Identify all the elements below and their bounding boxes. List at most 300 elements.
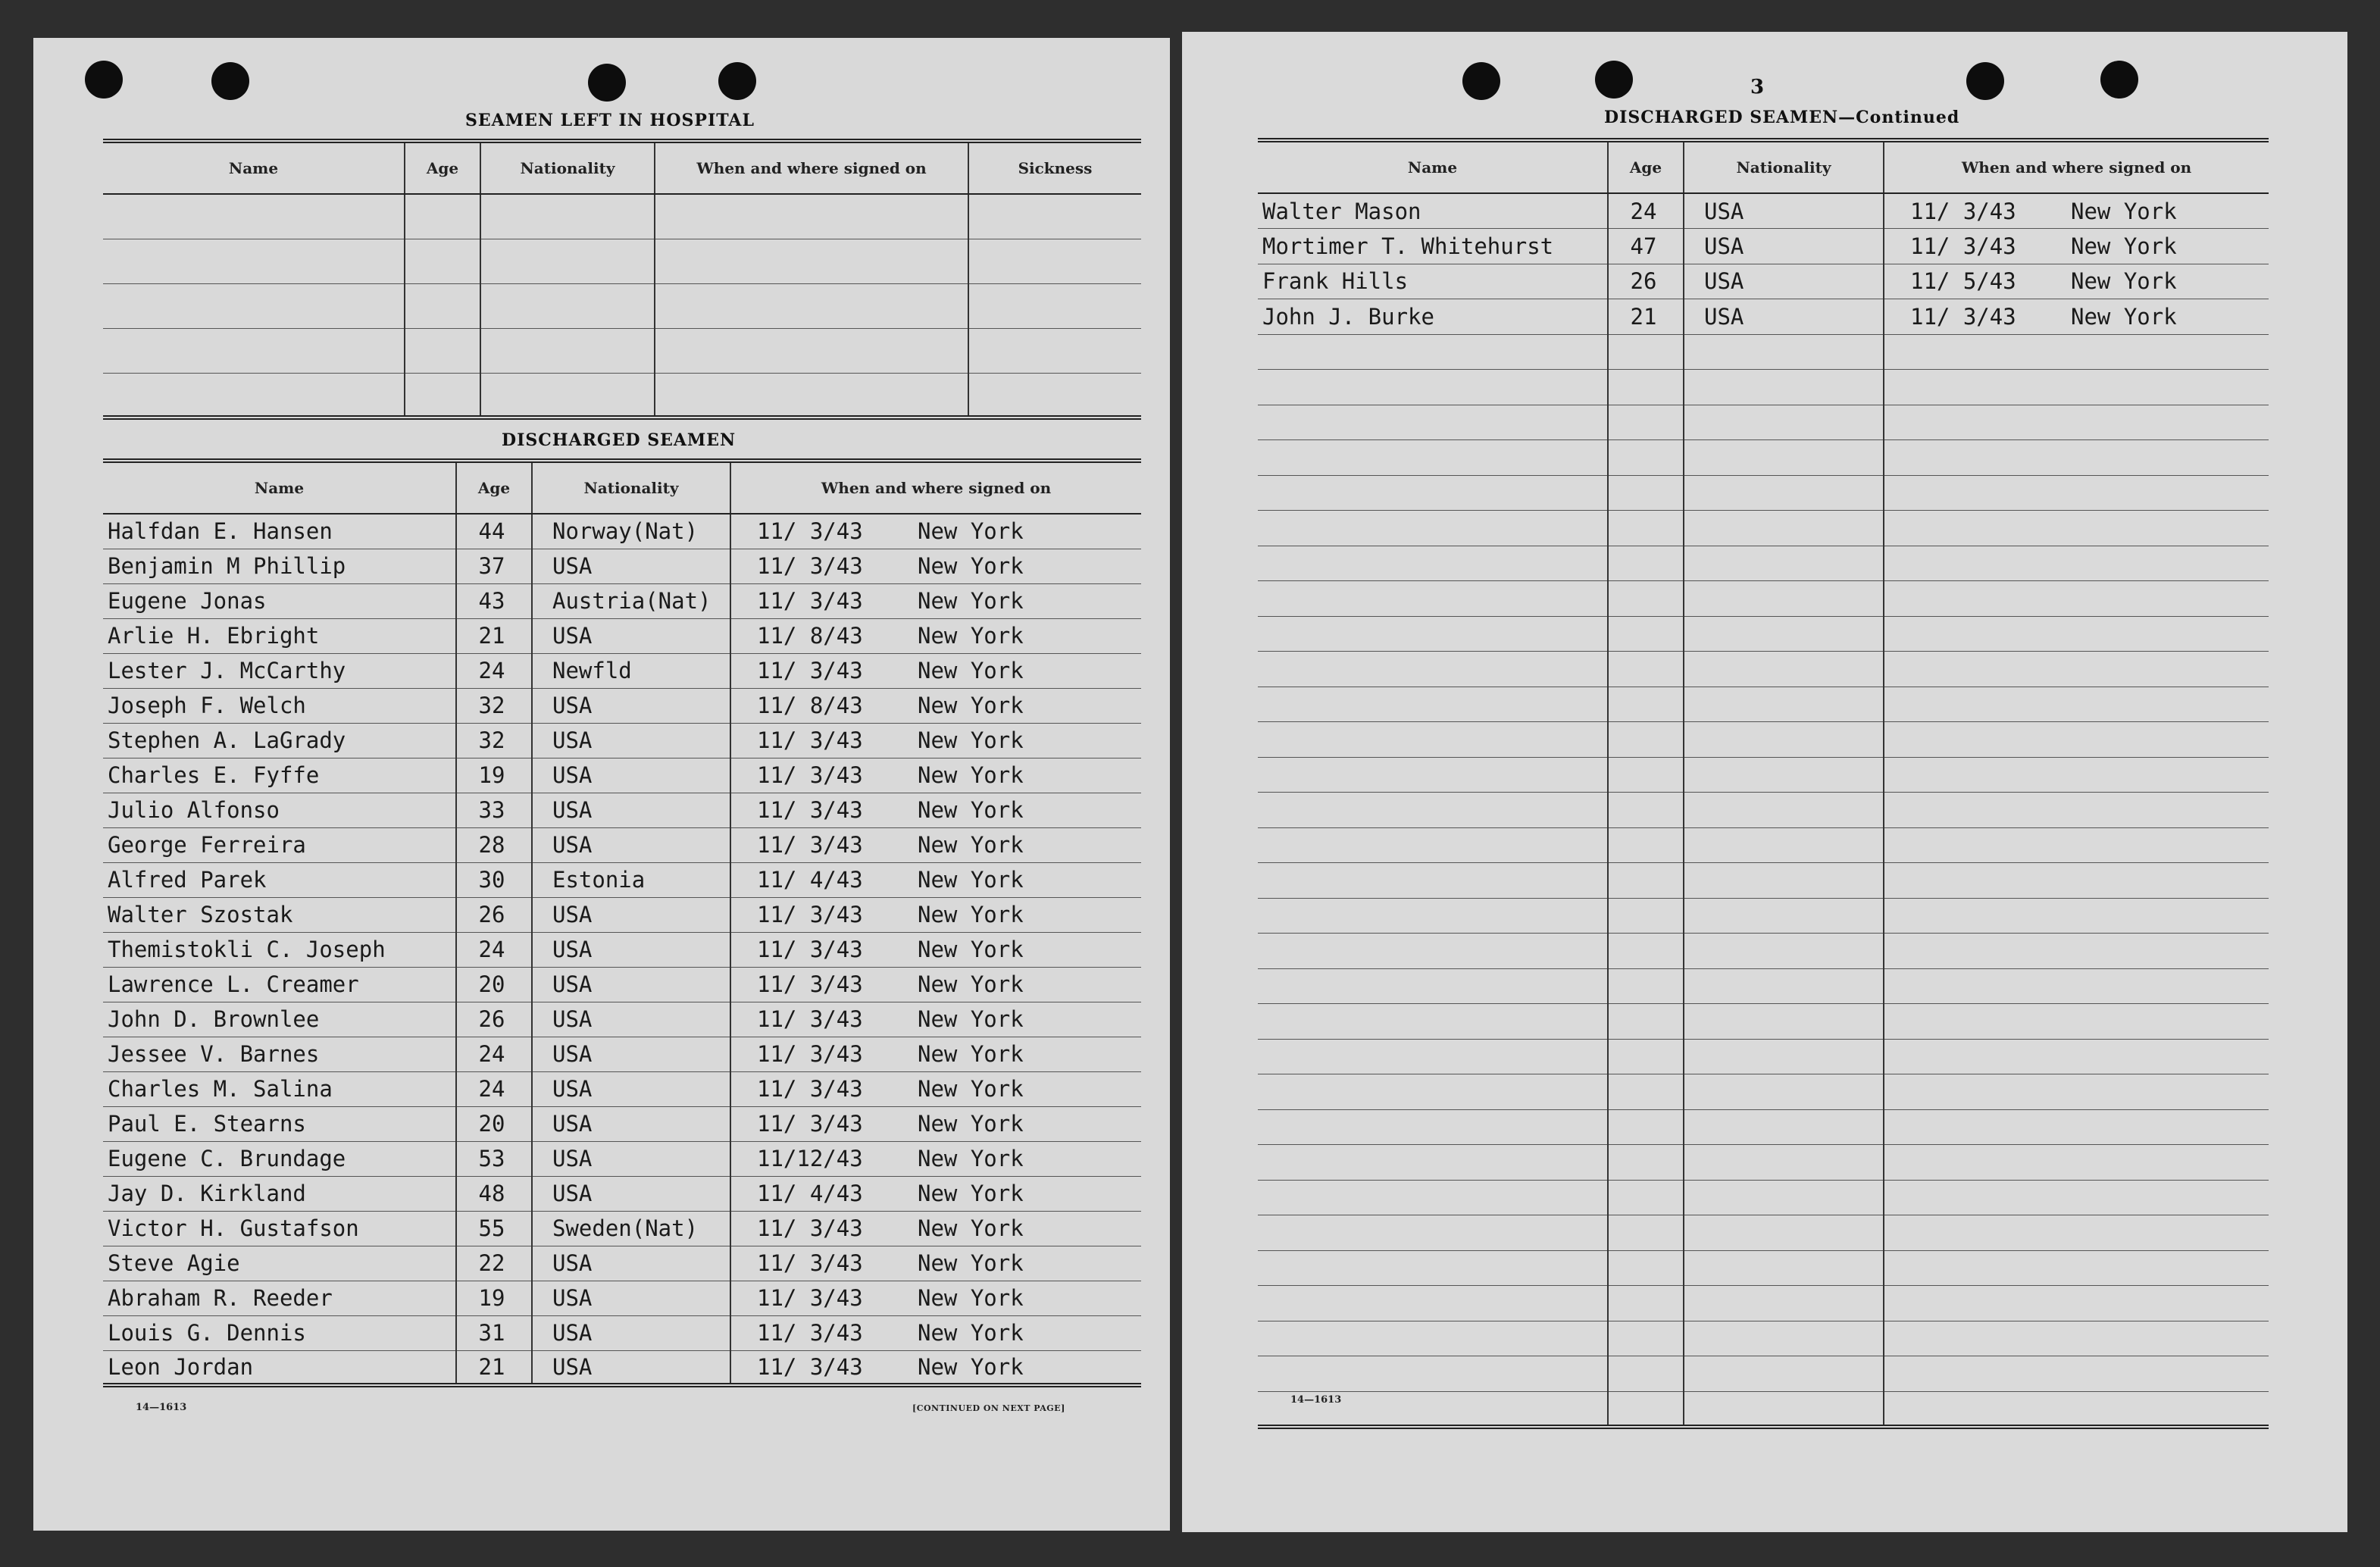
blank-cell bbox=[1684, 1039, 1884, 1074]
signed-on-date: 11/ 3/43 bbox=[757, 1041, 863, 1067]
blank-cell bbox=[1884, 405, 2269, 440]
blank-cell bbox=[1684, 934, 1884, 969]
blank-row bbox=[1258, 793, 2269, 828]
seaman-name: Lawrence L. Creamer bbox=[103, 967, 456, 1002]
blank-cell bbox=[1684, 722, 1884, 758]
seaman-name: Joseph F. Welch bbox=[103, 688, 456, 723]
table-row bbox=[103, 1176, 1141, 1211]
signed-on-place: New York bbox=[918, 797, 1024, 823]
signed-on-place: New York bbox=[918, 1146, 1024, 1171]
signed-on-cell bbox=[1884, 229, 2269, 264]
column-header: Nationality bbox=[1684, 140, 1884, 193]
seaman-nationality: USA bbox=[532, 758, 730, 793]
table-row bbox=[103, 1106, 1141, 1141]
blank-cell bbox=[1258, 968, 1608, 1004]
blank-cell bbox=[1684, 1109, 1884, 1145]
signed-on-place: New York bbox=[918, 623, 1024, 649]
seaman-nationality: USA bbox=[1684, 229, 1884, 264]
blank-row bbox=[103, 283, 1141, 328]
seaman-name: Victor H. Gustafson bbox=[103, 1211, 456, 1246]
signed-on-place: New York bbox=[918, 832, 1024, 858]
seaman-age: 32 bbox=[456, 723, 532, 758]
blank-cell bbox=[1608, 898, 1684, 934]
blank-cell bbox=[1884, 863, 2269, 899]
blank-cell bbox=[1884, 440, 2269, 476]
seaman-nationality: Newfld bbox=[532, 653, 730, 688]
seaman-nationality: USA bbox=[532, 897, 730, 932]
signed-on-date: 11/ 3/43 bbox=[757, 762, 863, 788]
signed-on-cell bbox=[730, 758, 1141, 793]
seaman-nationality: USA bbox=[532, 1176, 730, 1211]
signed-on-cell bbox=[730, 653, 1141, 688]
seaman-age: 22 bbox=[456, 1246, 532, 1281]
signed-on-date: 11/12/43 bbox=[757, 1146, 863, 1171]
seaman-age: 44 bbox=[456, 514, 532, 549]
seaman-nationality: USA bbox=[532, 932, 730, 967]
blank-cell bbox=[1608, 405, 1684, 440]
blank-cell bbox=[1608, 934, 1684, 969]
blank-cell bbox=[1684, 546, 1884, 581]
blank-cell bbox=[1684, 687, 1884, 722]
seaman-name: Walter Mason bbox=[1258, 193, 1608, 229]
blank-cell bbox=[1608, 1391, 1684, 1427]
blank-cell bbox=[1884, 968, 2269, 1004]
signed-on-date: 11/ 3/43 bbox=[757, 1215, 863, 1241]
blank-row bbox=[1258, 616, 2269, 652]
continued-table bbox=[1258, 138, 2269, 1429]
seaman-age: 24 bbox=[456, 1071, 532, 1106]
punch-hole bbox=[2100, 61, 2138, 99]
blank-row bbox=[1258, 898, 2269, 934]
blank-cell bbox=[1884, 934, 2269, 969]
signed-on-cell bbox=[1884, 299, 2269, 335]
signed-on-place: New York bbox=[918, 1285, 1024, 1311]
seaman-name: Charles M. Salina bbox=[103, 1071, 456, 1106]
blank-cell bbox=[1884, 757, 2269, 793]
blank-row bbox=[103, 328, 1141, 373]
blank-cell bbox=[480, 328, 655, 373]
blank-cell bbox=[1884, 581, 2269, 617]
column-header: Name bbox=[103, 141, 405, 194]
table-row bbox=[103, 1211, 1141, 1246]
blank-cell bbox=[1258, 1180, 1608, 1215]
blank-cell bbox=[1608, 687, 1684, 722]
hospital-table bbox=[103, 139, 1141, 420]
blank-row bbox=[1258, 405, 2269, 440]
blank-cell bbox=[1884, 687, 2269, 722]
blank-cell bbox=[1608, 757, 1684, 793]
signed-on-date: 11/ 3/43 bbox=[757, 1250, 863, 1276]
blank-cell bbox=[1258, 616, 1608, 652]
column-header: When and where signed on bbox=[730, 461, 1141, 514]
seaman-age: 24 bbox=[1608, 193, 1684, 229]
blank-row bbox=[1258, 1215, 2269, 1251]
blank-cell bbox=[1608, 475, 1684, 511]
blank-cell bbox=[1258, 440, 1608, 476]
seaman-age: 53 bbox=[456, 1141, 532, 1176]
blank-cell bbox=[1258, 1039, 1608, 1074]
blank-cell bbox=[1684, 1004, 1884, 1040]
blank-row bbox=[1258, 334, 2269, 370]
blank-cell bbox=[1608, 581, 1684, 617]
blank-cell bbox=[1884, 334, 2269, 370]
signed-on-place: New York bbox=[918, 588, 1024, 614]
blank-cell bbox=[1258, 334, 1608, 370]
blank-cell bbox=[1258, 1286, 1608, 1321]
table-row bbox=[1258, 264, 2269, 299]
seaman-name: Steve Agie bbox=[103, 1246, 456, 1281]
table-row bbox=[103, 1246, 1141, 1281]
blank-cell bbox=[1608, 1215, 1684, 1251]
blank-cell bbox=[1884, 898, 2269, 934]
table-row bbox=[103, 1141, 1141, 1176]
table-row bbox=[103, 688, 1141, 723]
blank-cell bbox=[968, 373, 1141, 418]
table-row bbox=[103, 1037, 1141, 1071]
seaman-nationality: USA bbox=[532, 688, 730, 723]
punch-hole bbox=[1462, 62, 1500, 100]
seaman-nationality: Estonia bbox=[532, 862, 730, 897]
blank-cell bbox=[1258, 405, 1608, 440]
blank-cell bbox=[103, 239, 405, 283]
signed-on-date: 11/ 3/43 bbox=[757, 727, 863, 753]
blank-cell bbox=[655, 373, 968, 418]
blank-cell bbox=[1258, 546, 1608, 581]
signed-on-date: 11/ 3/43 bbox=[757, 518, 863, 545]
blank-row bbox=[1258, 863, 2269, 899]
seaman-name: Walter Szostak bbox=[103, 897, 456, 932]
page-number: 3 bbox=[1750, 76, 1765, 99]
table-row bbox=[103, 549, 1141, 583]
blank-cell bbox=[405, 239, 480, 283]
column-header: Nationality bbox=[480, 141, 655, 194]
form-code: 14—1613 bbox=[1290, 1394, 1342, 1406]
blank-row bbox=[1258, 1039, 2269, 1074]
seaman-age: 47 bbox=[1608, 229, 1684, 264]
blank-cell bbox=[103, 194, 405, 239]
seaman-name: Charles E. Fyffe bbox=[103, 758, 456, 793]
blank-row bbox=[103, 373, 1141, 418]
table-row bbox=[103, 1281, 1141, 1315]
signed-on-place: New York bbox=[918, 971, 1024, 997]
seaman-age: 30 bbox=[456, 862, 532, 897]
blank-cell bbox=[1258, 1321, 1608, 1356]
blank-cell bbox=[1258, 1145, 1608, 1181]
blank-cell bbox=[1884, 1004, 2269, 1040]
blank-cell bbox=[1608, 793, 1684, 828]
seaman-nationality: USA bbox=[532, 723, 730, 758]
column-header: Name bbox=[1258, 140, 1608, 193]
seaman-nationality: Sweden(Nat) bbox=[532, 1211, 730, 1246]
seaman-nationality: Austria(Nat) bbox=[532, 583, 730, 618]
blank-cell bbox=[1684, 968, 1884, 1004]
seaman-nationality: USA bbox=[532, 1106, 730, 1141]
blank-row bbox=[1258, 1250, 2269, 1286]
continued-section-title: DISCHARGED SEAMEN—Continued bbox=[1604, 108, 1960, 127]
blank-cell bbox=[405, 328, 480, 373]
blank-cell bbox=[1258, 827, 1608, 863]
blank-cell bbox=[1884, 827, 2269, 863]
blank-cell bbox=[1684, 1356, 1884, 1392]
table-row bbox=[103, 827, 1141, 862]
signed-on-date: 11/ 3/43 bbox=[757, 902, 863, 927]
blank-row bbox=[103, 194, 1141, 239]
blank-row bbox=[1258, 968, 2269, 1004]
blank-cell bbox=[1684, 1286, 1884, 1321]
seaman-name: Eugene C. Brundage bbox=[103, 1141, 456, 1176]
seaman-nationality: USA bbox=[532, 1246, 730, 1281]
blank-cell bbox=[1684, 475, 1884, 511]
signed-on-cell bbox=[730, 827, 1141, 862]
punch-hole bbox=[1595, 61, 1633, 99]
blank-cell bbox=[1884, 1145, 2269, 1181]
signed-on-cell bbox=[730, 688, 1141, 723]
column-header: Name bbox=[103, 461, 456, 514]
blank-row bbox=[1258, 370, 2269, 405]
seaman-name: George Ferreira bbox=[103, 827, 456, 862]
signed-on-date: 11/ 3/43 bbox=[757, 1076, 863, 1102]
blank-cell bbox=[1884, 1286, 2269, 1321]
signed-on-cell bbox=[730, 932, 1141, 967]
blank-cell bbox=[1684, 581, 1884, 617]
signed-on-cell bbox=[730, 723, 1141, 758]
blank-cell bbox=[1684, 863, 1884, 899]
blank-row bbox=[1258, 1286, 2269, 1321]
table-row bbox=[103, 967, 1141, 1002]
signed-on-place: New York bbox=[918, 1181, 1024, 1206]
blank-cell bbox=[1608, 511, 1684, 546]
signed-on-cell bbox=[730, 1176, 1141, 1211]
blank-row bbox=[1258, 722, 2269, 758]
blank-cell bbox=[1608, 863, 1684, 899]
blank-cell bbox=[1258, 1074, 1608, 1110]
signed-on-cell bbox=[730, 1246, 1141, 1281]
column-header: Sickness bbox=[968, 141, 1141, 194]
signed-on-place: New York bbox=[918, 1041, 1024, 1067]
signed-on-date: 11/ 3/43 bbox=[757, 832, 863, 858]
signed-on-date: 11/ 3/43 bbox=[757, 1111, 863, 1137]
signed-on-place: New York bbox=[918, 1111, 1024, 1137]
blank-cell bbox=[1608, 334, 1684, 370]
blank-cell bbox=[1258, 652, 1608, 687]
seaman-name: Leon Jordan bbox=[103, 1350, 456, 1385]
blank-cell bbox=[480, 373, 655, 418]
punch-hole bbox=[718, 62, 756, 100]
blank-cell bbox=[1258, 898, 1608, 934]
table-row bbox=[103, 897, 1141, 932]
signed-on-date: 11/ 3/43 bbox=[757, 797, 863, 823]
signed-on-cell bbox=[1884, 264, 2269, 299]
seaman-name: Jay D. Kirkland bbox=[103, 1176, 456, 1211]
table-row bbox=[103, 1002, 1141, 1037]
signed-on-date: 11/ 8/43 bbox=[757, 693, 863, 718]
blank-row bbox=[1258, 511, 2269, 546]
signed-on-place: New York bbox=[918, 1353, 1024, 1380]
seaman-nationality: USA bbox=[532, 1141, 730, 1176]
blank-cell bbox=[1684, 405, 1884, 440]
blank-cell bbox=[1884, 1180, 2269, 1215]
blank-cell bbox=[1608, 546, 1684, 581]
signed-on-place: New York bbox=[918, 762, 1024, 788]
blank-cell bbox=[1684, 1180, 1884, 1215]
signed-on-date: 11/ 3/43 bbox=[757, 971, 863, 997]
punch-hole bbox=[1966, 62, 2004, 100]
signed-on-date: 11/ 3/43 bbox=[757, 937, 863, 962]
signed-on-cell bbox=[730, 862, 1141, 897]
seaman-name: Themistokli C. Joseph bbox=[103, 932, 456, 967]
signed-on-place: New York bbox=[918, 902, 1024, 927]
blank-cell bbox=[1684, 1321, 1884, 1356]
seaman-name: Louis G. Dennis bbox=[103, 1315, 456, 1350]
signed-on-cell bbox=[1884, 193, 2269, 229]
punch-hole bbox=[85, 61, 123, 99]
blank-cell bbox=[1258, 370, 1608, 405]
signed-on-date: 11/ 3/43 bbox=[757, 658, 863, 683]
blank-cell bbox=[1608, 1039, 1684, 1074]
punch-hole bbox=[211, 62, 249, 100]
column-header: Age bbox=[456, 461, 532, 514]
blank-cell bbox=[1608, 1109, 1684, 1145]
column-header: Age bbox=[405, 141, 480, 194]
blank-cell bbox=[1884, 1215, 2269, 1251]
blank-cell bbox=[1884, 1391, 2269, 1427]
seaman-nationality: USA bbox=[1684, 299, 1884, 335]
signed-on-cell bbox=[730, 897, 1141, 932]
continued-note: [CONTINUED ON NEXT PAGE] bbox=[912, 1403, 1065, 1413]
table-row bbox=[103, 1071, 1141, 1106]
blank-row bbox=[1258, 934, 2269, 969]
blank-cell bbox=[1608, 722, 1684, 758]
signed-on-cell bbox=[730, 618, 1141, 653]
signed-on-cell bbox=[730, 1037, 1141, 1071]
blank-cell bbox=[655, 283, 968, 328]
seaman-nationality: USA bbox=[532, 1071, 730, 1106]
signed-on-cell bbox=[730, 1106, 1141, 1141]
signed-on-date: 11/ 3/43 bbox=[1910, 198, 2016, 224]
blank-cell bbox=[655, 194, 968, 239]
seaman-nationality: USA bbox=[532, 967, 730, 1002]
table-row bbox=[103, 583, 1141, 618]
signed-on-place: New York bbox=[2071, 233, 2177, 259]
column-header: Nationality bbox=[532, 461, 730, 514]
seaman-nationality: USA bbox=[1684, 193, 1884, 229]
blank-cell bbox=[103, 283, 405, 328]
blank-cell bbox=[1684, 1250, 1884, 1286]
blank-row bbox=[1258, 1356, 2269, 1392]
blank-cell bbox=[1884, 722, 2269, 758]
seaman-age: 19 bbox=[456, 1281, 532, 1315]
blank-cell bbox=[1608, 1004, 1684, 1040]
signed-on-date: 11/ 5/43 bbox=[1910, 268, 2016, 295]
seaman-age: 24 bbox=[456, 932, 532, 967]
signed-on-place: New York bbox=[918, 1076, 1024, 1102]
blank-cell bbox=[1884, 1356, 2269, 1392]
discharged-table bbox=[103, 458, 1141, 1387]
signed-on-cell bbox=[730, 1002, 1141, 1037]
blank-cell bbox=[1684, 652, 1884, 687]
punch-hole bbox=[588, 64, 626, 102]
blank-cell bbox=[1684, 1074, 1884, 1110]
signed-on-date: 11/ 3/43 bbox=[757, 1320, 863, 1346]
signed-on-date: 11/ 3/43 bbox=[1910, 303, 2016, 330]
blank-row bbox=[1258, 687, 2269, 722]
signed-on-date: 11/ 3/43 bbox=[757, 1006, 863, 1032]
signed-on-place: New York bbox=[918, 1215, 1024, 1241]
seaman-name: Halfdan E. Hansen bbox=[103, 514, 456, 549]
blank-cell bbox=[1884, 1250, 2269, 1286]
blank-cell bbox=[405, 194, 480, 239]
seaman-nationality: USA bbox=[532, 1281, 730, 1315]
blank-row bbox=[1258, 581, 2269, 617]
seaman-nationality: USA bbox=[532, 793, 730, 827]
signed-on-place: New York bbox=[2071, 268, 2177, 295]
blank-row bbox=[1258, 652, 2269, 687]
seaman-name: Mortimer T. Whitehurst bbox=[1258, 229, 1608, 264]
seaman-age: 20 bbox=[456, 967, 532, 1002]
blank-cell bbox=[1608, 370, 1684, 405]
blank-cell bbox=[1884, 793, 2269, 828]
signed-on-date: 11/ 3/43 bbox=[757, 588, 863, 614]
seaman-name: Arlie H. Ebright bbox=[103, 618, 456, 653]
seaman-name: Lester J. McCarthy bbox=[103, 653, 456, 688]
blank-cell bbox=[1258, 511, 1608, 546]
right-page bbox=[1182, 32, 2347, 1532]
blank-cell bbox=[1258, 1004, 1608, 1040]
hospital-section-title: SEAMEN LEFT IN HOSPITAL bbox=[465, 111, 755, 130]
seaman-age: 28 bbox=[456, 827, 532, 862]
signed-on-place: New York bbox=[918, 937, 1024, 962]
column-header: When and where signed on bbox=[655, 141, 968, 194]
blank-cell bbox=[405, 283, 480, 328]
seaman-age: 21 bbox=[456, 618, 532, 653]
left-page bbox=[33, 38, 1170, 1531]
seaman-age: 55 bbox=[456, 1211, 532, 1246]
blank-cell bbox=[1608, 1145, 1684, 1181]
blank-row bbox=[1258, 1074, 2269, 1110]
seaman-age: 48 bbox=[456, 1176, 532, 1211]
blank-cell bbox=[1684, 616, 1884, 652]
signed-on-cell bbox=[730, 793, 1141, 827]
signed-on-place: New York bbox=[918, 1250, 1024, 1276]
seaman-age: 26 bbox=[456, 897, 532, 932]
blank-cell bbox=[1884, 1321, 2269, 1356]
blank-cell bbox=[1684, 334, 1884, 370]
seaman-name: John J. Burke bbox=[1258, 299, 1608, 335]
seaman-nationality: USA bbox=[1684, 264, 1884, 299]
seaman-name: Jessee V. Barnes bbox=[103, 1037, 456, 1071]
seaman-name: Frank Hills bbox=[1258, 264, 1608, 299]
blank-row bbox=[1258, 1109, 2269, 1145]
seaman-name: Julio Alfonso bbox=[103, 793, 456, 827]
blank-cell bbox=[1608, 827, 1684, 863]
seaman-nationality: USA bbox=[532, 827, 730, 862]
seaman-name: Abraham R. Reeder bbox=[103, 1281, 456, 1315]
blank-cell bbox=[1258, 687, 1608, 722]
seaman-nationality: Norway(Nat) bbox=[532, 514, 730, 549]
column-header: Age bbox=[1608, 140, 1684, 193]
table-row bbox=[1258, 229, 2269, 264]
seaman-age: 26 bbox=[456, 1002, 532, 1037]
blank-cell bbox=[480, 239, 655, 283]
blank-cell bbox=[1608, 968, 1684, 1004]
blank-cell bbox=[1884, 1074, 2269, 1110]
blank-cell bbox=[1884, 475, 2269, 511]
signed-on-cell bbox=[730, 967, 1141, 1002]
blank-cell bbox=[1608, 1250, 1684, 1286]
blank-cell bbox=[1258, 722, 1608, 758]
blank-cell bbox=[1608, 1321, 1684, 1356]
signed-on-date: 11/ 3/43 bbox=[757, 553, 863, 579]
